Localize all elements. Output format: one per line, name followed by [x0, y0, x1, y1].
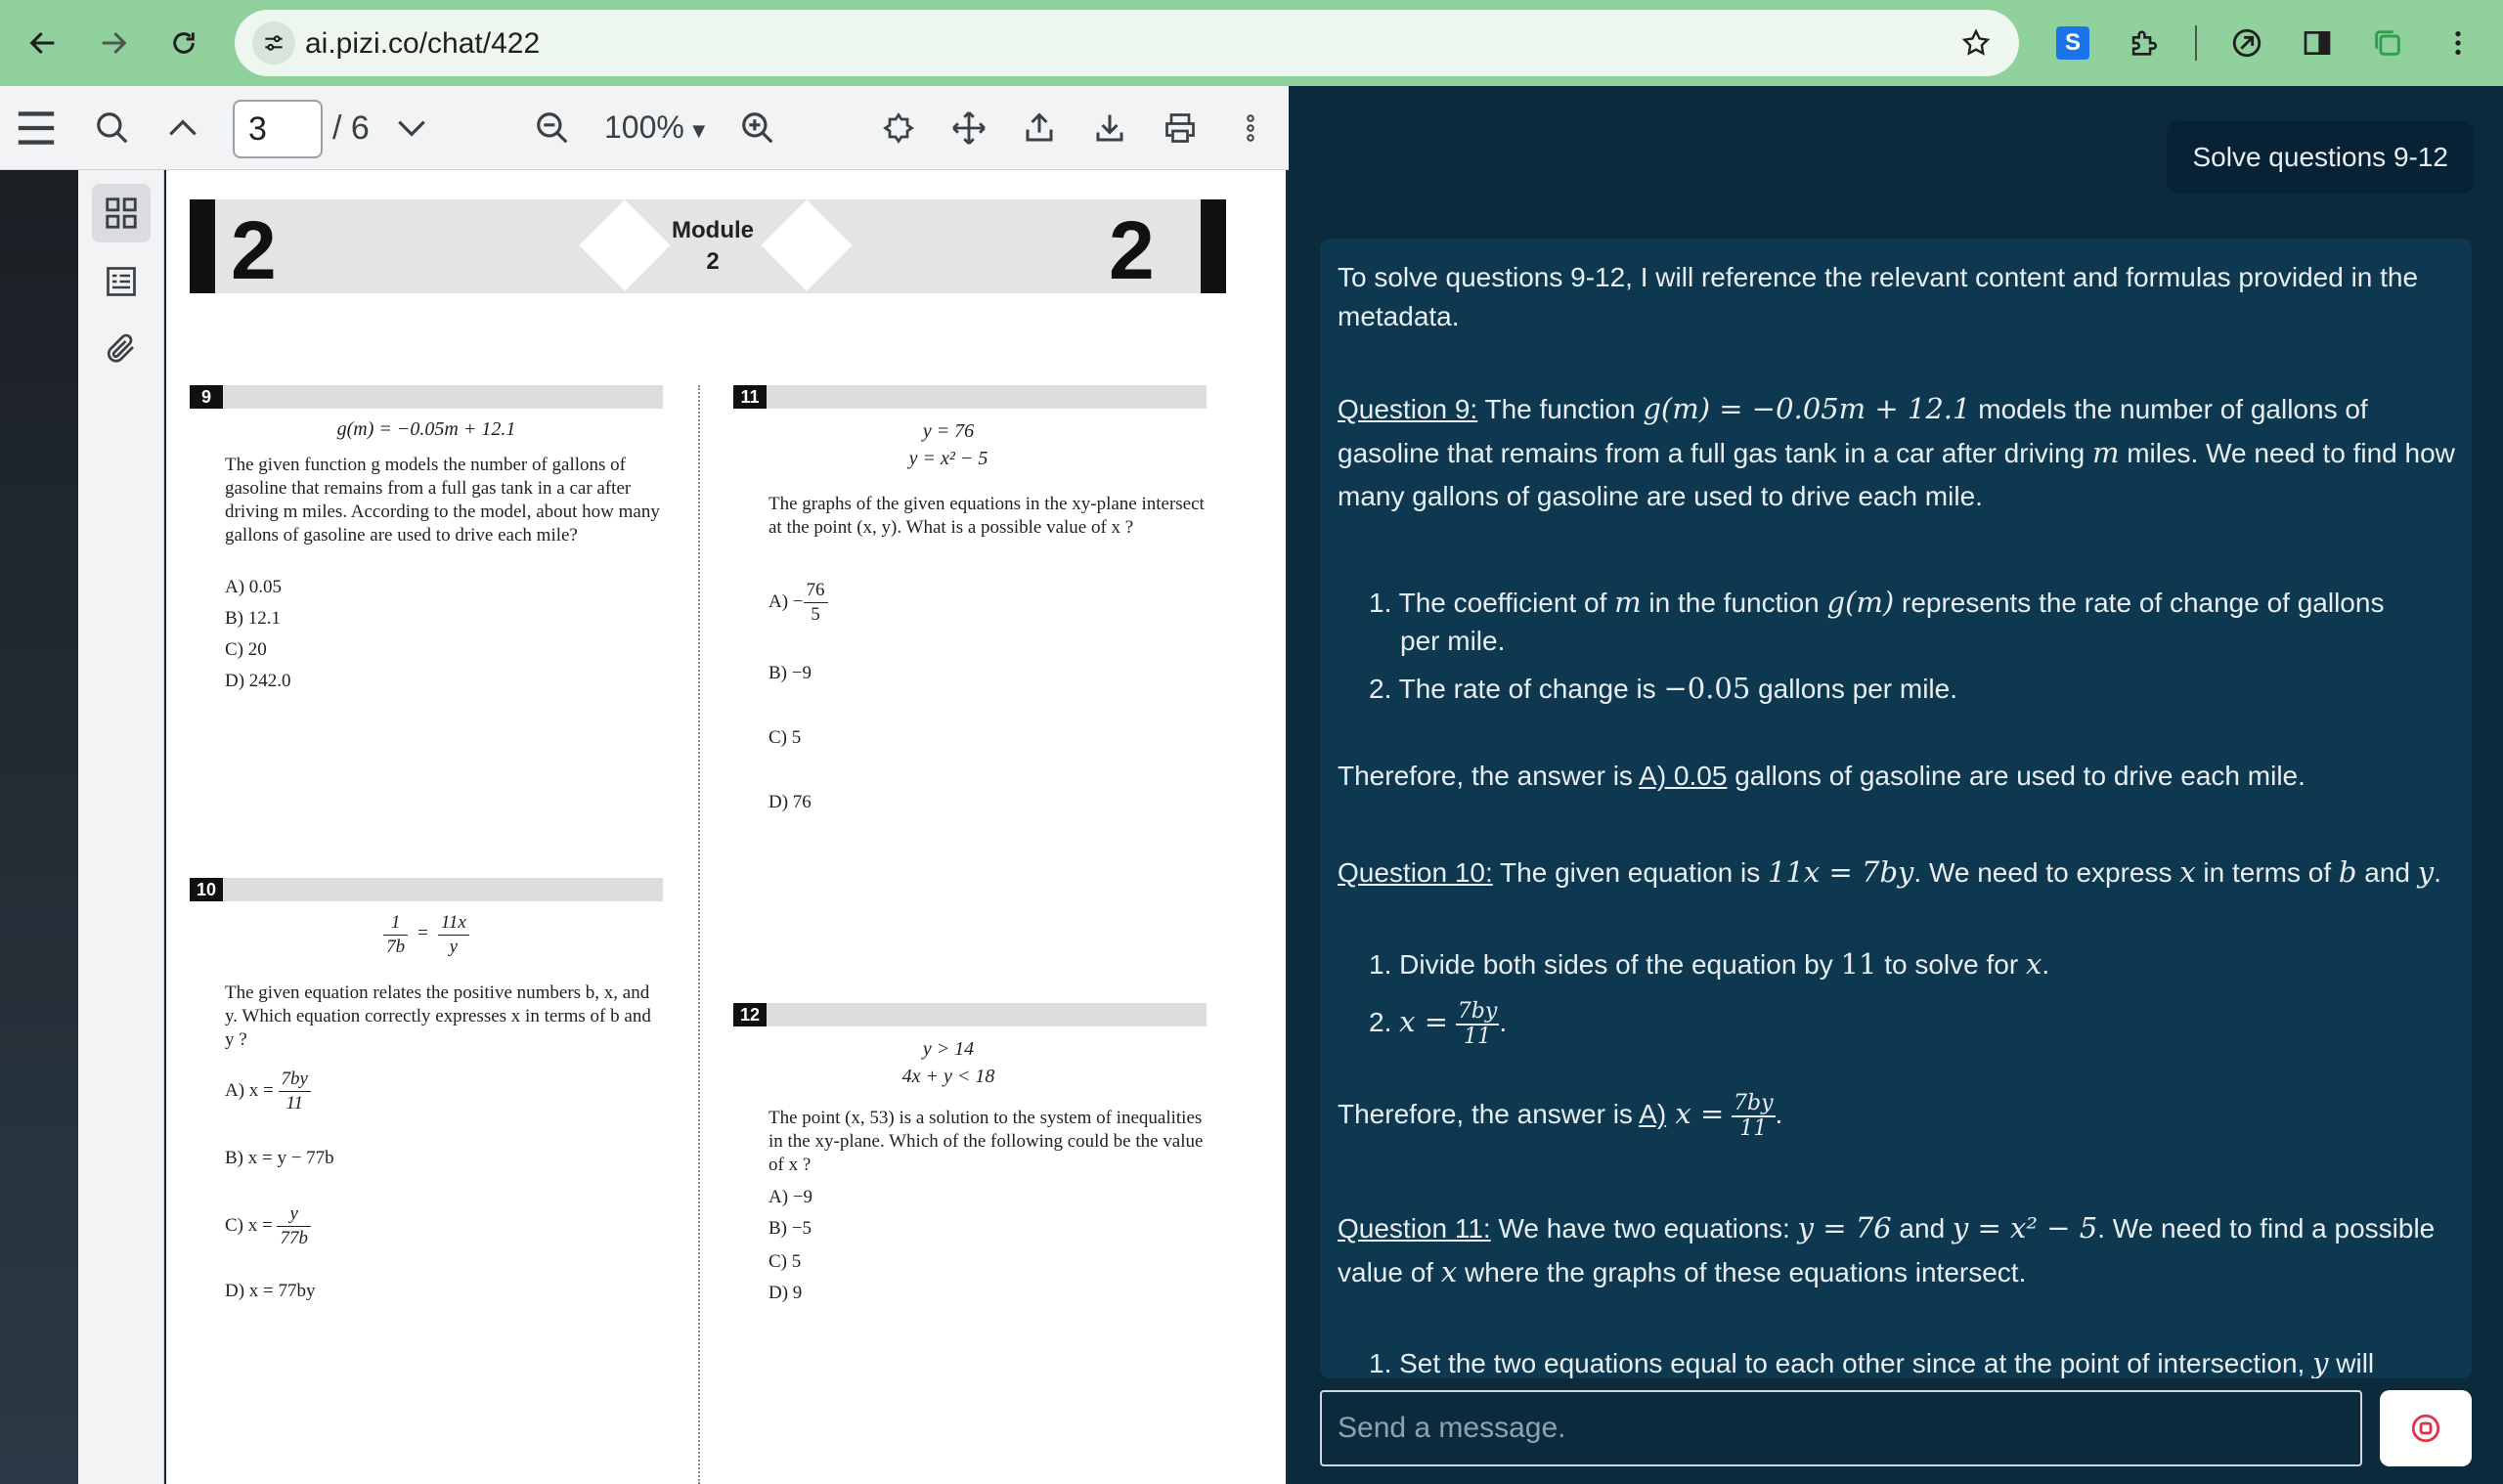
- question-12-option-a: A) −9: [768, 1187, 813, 1207]
- kebab-icon: [2442, 27, 2474, 59]
- fraction-denominator: 11: [285, 1093, 304, 1113]
- question-9-explanation: [1338, 387, 2462, 518]
- question-10-step-2: [1369, 995, 2454, 1049]
- page-number-input[interactable]: [233, 100, 323, 158]
- copy-extension-button[interactable]: [2364, 20, 2411, 66]
- module-label-line1: Module: [672, 217, 754, 243]
- text: and: [1891, 1213, 1953, 1244]
- question-12-option-c: C) 5: [768, 1251, 802, 1272]
- question-12-header: [733, 1003, 1207, 1026]
- equals-sign: =: [417, 923, 428, 944]
- question-9-step-1: [1369, 581, 2454, 625]
- zoom-in-button[interactable]: [735, 106, 780, 151]
- upload-icon: [1022, 110, 1057, 146]
- text: will: [2328, 1348, 2375, 1378]
- attachments-button[interactable]: [92, 321, 151, 379]
- search-button[interactable]: [90, 106, 135, 151]
- share-button[interactable]: [1017, 106, 1062, 151]
- pdf-viewer: [0, 86, 1289, 1484]
- fraction: [277, 1202, 311, 1250]
- extension-s-button[interactable]: [2049, 20, 2096, 66]
- question-9-header: [190, 385, 663, 409]
- pdf-page: [166, 170, 1286, 1484]
- text: Therefore, the answer is: [1338, 1099, 1640, 1129]
- page-total: / 6: [332, 109, 370, 147]
- math-number: 11: [1840, 947, 1877, 981]
- question-11-option-d: D) 76: [768, 792, 812, 812]
- question-11-header: [733, 385, 1207, 409]
- math-expression: y = 76: [1797, 1211, 1892, 1244]
- assistant-intro: To solve questions 9-12, I will reference the relevant content and formulas provided in the metadata.: [1338, 262, 2419, 331]
- bookmark-button[interactable]: [1954, 22, 1998, 65]
- pdf-sidebar: [78, 170, 164, 1484]
- fraction: [438, 911, 469, 959]
- fraction-numerator: 7by: [1457, 998, 1498, 1024]
- text: where the graphs of these equations intersect.: [1457, 1257, 2027, 1288]
- math-variable: x: [1440, 1255, 1458, 1288]
- module-bar-right: [1201, 199, 1226, 293]
- question-10-option-a: [225, 1068, 311, 1115]
- question-11-option-c: C) 5: [768, 727, 802, 748]
- print-icon: [1163, 110, 1198, 146]
- question-10-option-d: D) x = 77by: [225, 1281, 316, 1301]
- answer-choice: A) 0.05: [1639, 761, 1728, 791]
- math-expression: 11x = 7by: [1768, 855, 1914, 889]
- question-12-text: The point (x, 53) is a solution to the system of inequalities in the xy-plane. Which of the following could be the value of x ?: [768, 1108, 1204, 1175]
- question-11-text: The graphs of the given equations in the xy-plane intersect at the point (x, y). What is a possible value of x ?: [768, 494, 1205, 538]
- back-button[interactable]: [16, 16, 70, 70]
- module-number-left: 2: [231, 204, 277, 296]
- zoom-out-icon: [534, 109, 571, 147]
- question-12-inequality-2: 4x + y < 18: [901, 1066, 995, 1087]
- text: 2. The rate of change is: [1369, 674, 1664, 704]
- copy-icon: [2371, 26, 2404, 60]
- site-info-icon: [261, 30, 286, 56]
- text: The given equation is: [1492, 857, 1769, 888]
- math-expression: −0.05: [1663, 672, 1751, 705]
- attachment-icon: [104, 332, 139, 368]
- question-9-label: Question 9:: [1338, 394, 1478, 424]
- download-icon: [1092, 110, 1127, 146]
- text: 1. Set the two equations equal to each other since at the point of intersection,: [1369, 1348, 2313, 1378]
- stop-generation-button[interactable]: [2380, 1390, 2472, 1466]
- star-icon: [1960, 27, 1992, 59]
- fraction-denominator: y: [449, 937, 459, 957]
- question-10-option-b: B) x = y − 77b: [225, 1148, 334, 1168]
- menu-button[interactable]: [14, 106, 59, 151]
- text: . We need to find a possible value of: [1338, 1213, 2436, 1288]
- math-variable: m: [1614, 586, 1642, 619]
- text: in the function: [1641, 588, 1827, 618]
- outline-button[interactable]: [92, 252, 151, 311]
- chat-panel: [1289, 86, 2503, 1484]
- question-10-step-1: [1369, 944, 2454, 984]
- print-button[interactable]: [1158, 106, 1203, 151]
- math-fraction: [1456, 1000, 1500, 1049]
- question-10-header: [190, 878, 663, 901]
- fraction-numerator: 7by: [1734, 1090, 1774, 1115]
- text: in terms of: [2195, 857, 2339, 888]
- chevron-down-icon: [393, 109, 430, 147]
- fraction-denominator: 7b: [386, 937, 406, 957]
- module-label-line2: 2: [706, 248, 720, 275]
- question-9-option-b: B) 12.1: [225, 608, 281, 629]
- hamburger-icon: [15, 109, 58, 148]
- text: .: [1775, 1099, 1783, 1129]
- text: Therefore, the answer is: [1338, 761, 1640, 791]
- math-expression: y = x² − 5: [1952, 1211, 2098, 1244]
- question-12-inequality-1: y > 14: [922, 1038, 975, 1060]
- background-strip: [0, 170, 78, 1484]
- thumbnails-icon: [103, 195, 140, 232]
- text: .: [2042, 949, 2050, 980]
- chevron-up-icon: [164, 109, 201, 147]
- question-11-option-a: [768, 579, 828, 627]
- question-10-answer: [1338, 1087, 2462, 1141]
- kebab-icon: [1236, 110, 1265, 146]
- zoom-caret-icon: ▼: [687, 118, 710, 143]
- math-fraction: [1732, 1092, 1776, 1141]
- math-expression: x =: [1399, 1005, 1449, 1038]
- text: gallons of gasoline are used to drive each mile.: [1727, 761, 2305, 791]
- question-10-number: 10: [190, 878, 223, 901]
- question-11-label: Question 11:: [1338, 1213, 1491, 1244]
- question-9-option-d: D) 242.0: [225, 671, 291, 691]
- text: 1. Divide both sides of the equation by: [1369, 949, 1841, 980]
- download-button[interactable]: [1087, 106, 1132, 151]
- question-9-equation: g(m) = −0.05m + 12.1: [336, 418, 516, 440]
- fraction-numerator: y: [277, 1202, 311, 1227]
- text: gallons per mile.: [1750, 674, 1957, 704]
- text: models the number of gallons of gasoline that remains from a full gas tank in a car after driving: [1338, 394, 2368, 468]
- option-prefix: A) −: [768, 590, 804, 612]
- text: The function: [1477, 394, 1644, 424]
- question-11-option-b: B) −9: [768, 663, 812, 683]
- text: to solve for: [1876, 949, 2026, 980]
- math-variable: m: [2091, 436, 2120, 469]
- more-options-button[interactable]: [1228, 106, 1273, 151]
- fraction-denominator: 11: [1464, 1024, 1492, 1049]
- pan-button[interactable]: [946, 106, 991, 151]
- text: .: [2434, 857, 2441, 888]
- option-prefix: A) x =: [225, 1079, 274, 1101]
- math-variable: y: [2417, 855, 2435, 889]
- math-expression: g(m): [1826, 586, 1895, 619]
- leaf-icon: [2230, 26, 2263, 60]
- question-9-text: The given function g models the number of gallons of gasoline that remains from a full gas tank in a car after driving m miles. According to the model, about how many gallons of gasoline are used to drive each mile?: [225, 455, 660, 546]
- move-icon: [950, 109, 988, 147]
- question-9-option-c: C) 20: [225, 639, 267, 660]
- fraction-denominator: 77b: [280, 1228, 308, 1248]
- zoom-out-button[interactable]: [530, 106, 575, 151]
- forward-arrow-icon: [97, 26, 130, 60]
- fraction-numerator: 1: [383, 911, 408, 936]
- fraction: [383, 911, 408, 959]
- url-text[interactable]: ai.pizi.co/chat/422: [305, 27, 541, 60]
- fraction-denominator: 5: [811, 604, 820, 625]
- fraction: [804, 579, 828, 627]
- question-10-equation: [190, 911, 663, 959]
- reload-button[interactable]: [156, 16, 211, 70]
- answer-choice: A): [1639, 1099, 1667, 1129]
- browser-toolbar: [0, 0, 2503, 86]
- math-variable: y: [2312, 1346, 2329, 1378]
- question-9-number: 9: [190, 385, 223, 409]
- question-12-option-b: B) −5: [768, 1218, 812, 1239]
- question-10-label: Question 10:: [1338, 857, 1493, 888]
- fraction-numerator: 11x: [438, 911, 469, 936]
- question-11-equation-2: y = x² − 5: [908, 448, 988, 469]
- math-variable: b: [2338, 855, 2357, 889]
- question-11-number: 11: [733, 385, 767, 409]
- fraction: [279, 1068, 311, 1115]
- previous-page-button[interactable]: [160, 106, 205, 151]
- forward-button[interactable]: [86, 16, 141, 70]
- fraction-numerator: 76: [804, 579, 828, 603]
- text: We have two equations:: [1490, 1213, 1798, 1244]
- question-10-text: The given equation relates the positive numbers b, x, and y. Which equation correctly expresses x in terms of b and y ?: [225, 982, 651, 1050]
- search-icon: [94, 109, 131, 147]
- text: and: [2356, 857, 2418, 888]
- side-panel-button[interactable]: [2294, 20, 2341, 66]
- question-9-step-2: [1369, 669, 2454, 709]
- fraction-denominator: 11: [1739, 1115, 1768, 1141]
- zoom-in-icon: [739, 109, 776, 147]
- browser-menu-button[interactable]: [2435, 20, 2481, 66]
- thumbnails-button[interactable]: [92, 184, 151, 242]
- leaf-extension-button[interactable]: [2223, 20, 2270, 66]
- question-9-answer: [1338, 757, 2462, 796]
- question-11-equation-1: y = 76: [922, 420, 975, 442]
- outline-icon: [104, 264, 139, 299]
- module-bar-left: [190, 199, 215, 293]
- assistant-message: [1320, 239, 2472, 1378]
- math-variable: x: [2025, 947, 2042, 981]
- text: represents the rate of change of gallons: [1894, 588, 2385, 618]
- math-expression: g(m) = −0.05m + 12.1: [1643, 392, 1971, 425]
- question-10-option-c: [225, 1202, 311, 1250]
- text: 1. The coefficient of: [1369, 588, 1615, 618]
- stop-icon: [2409, 1412, 2442, 1445]
- reload-icon: [168, 27, 199, 59]
- text: 2.: [1369, 1007, 1400, 1037]
- rotate-button[interactable]: [876, 106, 921, 151]
- message-input[interactable]: [1320, 1390, 2362, 1466]
- question-12-option-d: D) 9: [768, 1283, 803, 1303]
- extensions-button[interactable]: [2120, 20, 2167, 66]
- question-12-number: 12: [733, 1003, 767, 1026]
- back-arrow-icon: [26, 26, 60, 60]
- zoom-value: 100%: [604, 109, 684, 145]
- next-page-button[interactable]: [389, 106, 434, 151]
- text: .: [1499, 1007, 1508, 1037]
- question-9-step-1-cont: per mile.: [1400, 626, 1506, 656]
- text: miles. We need to find how many gallons of gasoline are used to drive each mile.: [1338, 438, 2455, 511]
- module-number-right: 2: [1109, 204, 1155, 296]
- extension-s-badge: S: [2056, 26, 2089, 60]
- rotate-icon: [881, 110, 916, 146]
- question-11-explanation: [1338, 1206, 2462, 1294]
- math-expression: x =: [1666, 1097, 1725, 1130]
- puzzle-icon: [2127, 26, 2160, 60]
- toolbar-divider: [2195, 25, 2197, 61]
- pdf-toolbar: [0, 86, 1289, 170]
- math-variable: x: [2179, 855, 2196, 889]
- user-message-bubble: Solve questions 9-12: [2167, 121, 2474, 194]
- text: . We need to express: [1913, 857, 2180, 888]
- site-info-button[interactable]: [252, 22, 295, 65]
- question-9-option-a: A) 0.05: [225, 577, 283, 597]
- option-prefix: C) x =: [225, 1214, 273, 1236]
- fraction-numerator: 7by: [279, 1068, 311, 1092]
- question-11-step-1: [1369, 1343, 2454, 1378]
- module-banner: [190, 199, 1226, 296]
- column-divider: [698, 385, 700, 1484]
- sidebar-icon: [2302, 27, 2333, 59]
- question-10-explanation: [1338, 852, 2462, 893]
- address-bar[interactable]: [235, 10, 2019, 76]
- zoom-dropdown[interactable]: [604, 109, 710, 146]
